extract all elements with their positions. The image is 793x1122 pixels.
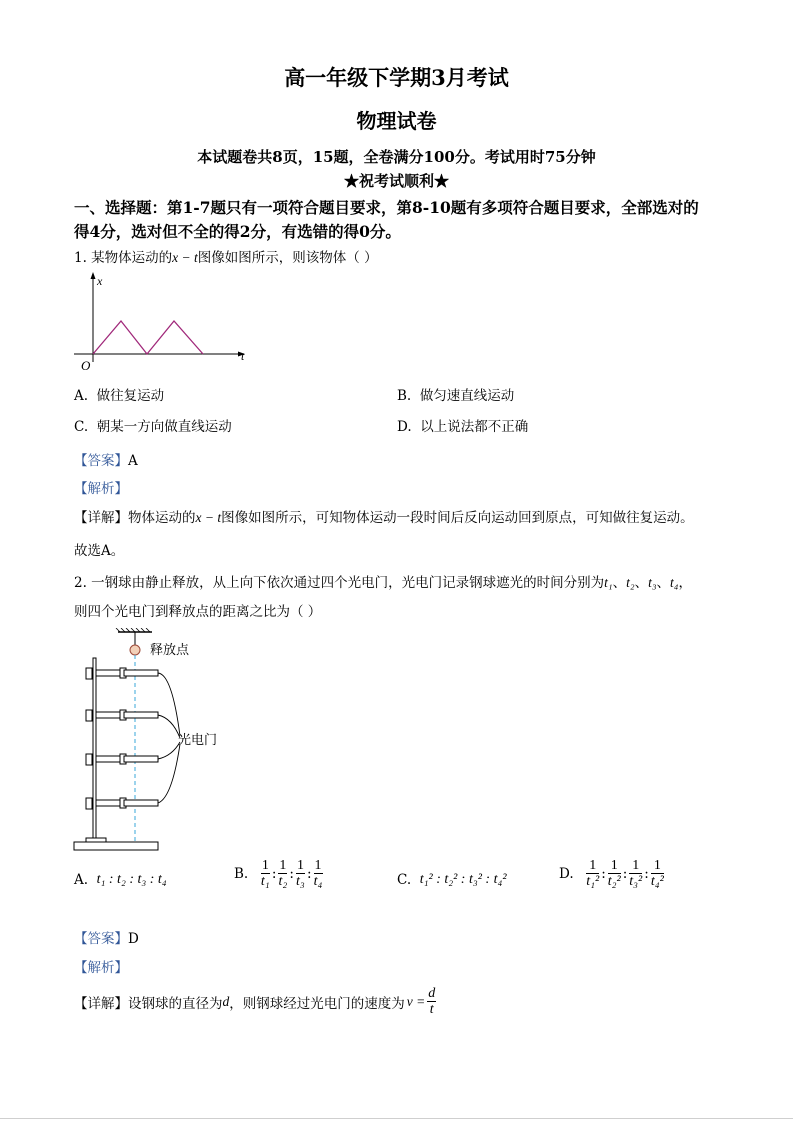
ratio-sep: :	[644, 865, 649, 882]
q2-detail-tag: 【详解】	[74, 995, 128, 1012]
q2-option-d-frac-2: $\frac{1}{\text{t₂²}}$	[607, 858, 621, 889]
blessing: ★祝考试顺利★	[343, 172, 449, 190]
q1-option-b-label: B.	[397, 388, 412, 404]
q1-detail-post: 图像如图所示，可知物体运动一段时间后反向运动回到原点，可知做往复运动。	[221, 510, 694, 526]
q1-analysis-tag: 【解析】	[74, 481, 128, 497]
section-heading-line1: 一、选择题：第1-7题只有一项符合题目要求，第8-10题有多项符合题目要求，全部选对的	[74, 198, 699, 217]
section-heading-line2: 得4分，选对但不全的得2分，有选错的得0分。	[74, 222, 401, 241]
q2-option-d-label: D.	[559, 865, 574, 882]
q2-option-a-expr: t₁ : t₂ : t₃ : t₄	[96, 872, 167, 887]
photogate-2	[86, 710, 158, 721]
q1-option-a-label: A.	[74, 388, 89, 404]
q1-graph-line	[93, 321, 203, 354]
ratio-sep: :	[289, 865, 294, 882]
q1-option-d-text: 以上说法都不正确	[420, 419, 529, 435]
q1-option-b	[397, 384, 514, 404]
photogate-label: 光电门	[178, 732, 218, 747]
q1-detail-pre: 物体运动的	[128, 510, 196, 526]
q1-y-arrow-icon	[91, 272, 96, 279]
q2-option-d	[559, 858, 664, 889]
q2-time-4: t₄	[670, 575, 679, 590]
q1-detail	[74, 506, 694, 526]
q1-option-c-text: 朝某一方向做直线运动	[96, 419, 232, 435]
q1-option-c	[74, 415, 232, 435]
page-bottom-rule	[0, 1118, 793, 1119]
q1-detail-math: x − t	[195, 510, 222, 525]
q2-detail-pre: 设钢球的直径为	[128, 995, 223, 1012]
q2-option-b-frac-4: $\frac{1}{\text{t₄}}$	[313, 858, 323, 889]
ratio-sep: :	[306, 865, 312, 882]
q1-x-label: t	[241, 349, 245, 363]
exam-subtitle: 物理试卷	[356, 109, 437, 133]
q1-option-c-label: C.	[74, 419, 89, 435]
q2-answer-tag: 【答案】	[74, 931, 128, 947]
stand-base	[74, 842, 158, 850]
release-point-label: 释放点	[150, 642, 190, 657]
q1-answer-tag: 【答案】	[74, 453, 128, 469]
stand-base-foot	[86, 838, 106, 842]
q2-stem-sep-2: 、	[634, 575, 649, 591]
q2-option-b	[234, 858, 323, 889]
q2-answer	[74, 927, 139, 947]
q2-stem-sep-1: 、	[612, 575, 627, 591]
q2-option-d-frac-4: $\frac{1}{\text{t₄²}}$	[650, 858, 664, 889]
exam-title: 高一年级下学期3月考试	[284, 65, 509, 90]
q2-stem-sep-3: 、	[656, 575, 671, 591]
q1-stem-pre: 1. 某物体运动的	[74, 250, 173, 266]
q2-stem-line2: 则四个光电门到释放点的距离之比为（ ）	[74, 604, 322, 620]
q2-stem-pre: 2. 一钢球由静止释放，从上向下依次通过四个光电门，光电门记录钢球遮光的时间分别为	[74, 575, 605, 591]
q2-time-1: t₁	[604, 575, 613, 590]
q2-detail-frac: $\frac{d}{t}$	[428, 986, 436, 1017]
q2-option-b-frac-1: $\frac{1}{\text{t₁}}$	[260, 858, 270, 889]
ratio-sep: :	[601, 865, 606, 882]
q2-apparatus-figure	[72, 628, 232, 858]
gate-leader-lines	[158, 673, 180, 803]
photogate-3	[86, 754, 158, 765]
q2-detail-v: v =	[406, 993, 426, 1009]
q1-option-d	[397, 415, 528, 435]
steel-ball	[130, 645, 140, 655]
q2-option-c-label: C.	[397, 872, 412, 888]
q1-option-a-text: 做往复运动	[96, 388, 165, 404]
q1-conclusion: 故选A。	[74, 543, 125, 559]
q2-detail	[74, 986, 436, 1017]
q2-option-b-label: B.	[234, 865, 249, 882]
q1-stem-post: 图像如图所示，则该物体（ ）	[197, 250, 378, 266]
ratio-sep: :	[271, 865, 277, 882]
q2-option-d-frac-3: $\frac{1}{\text{t₃²}}$	[629, 858, 643, 889]
q2-option-a-label: A.	[74, 872, 89, 888]
photogate-1	[86, 668, 158, 679]
q2-option-c-expr: t₁² : t₂² : t₃² : t₄²	[419, 872, 507, 887]
q1-y-label: x	[97, 274, 103, 288]
photogate-4	[86, 798, 158, 809]
q1-option-a	[74, 384, 164, 404]
q1-detail-tag: 【详解】	[74, 510, 128, 526]
q2-option-b-frac-2: $\frac{1}{\text{t₂}}$	[278, 858, 288, 889]
q2-stem-line1	[74, 571, 692, 591]
q2-answer-value: D	[128, 931, 139, 947]
q1-origin-label: O	[81, 358, 91, 373]
q2-time-3: t₃	[648, 575, 657, 590]
q1-stem	[74, 246, 378, 266]
q1-option-d-label: D.	[397, 419, 412, 435]
q1-answer-value: A	[128, 453, 138, 469]
q2-time-2: t₂	[626, 575, 635, 590]
exam-info: 本试题卷共8页，15题，全卷满分100分。考试用时75分钟	[197, 148, 596, 166]
q2-detail-d: d	[222, 993, 230, 1009]
q2-detail-mid: ，则钢球经过光电门的速度为	[229, 995, 405, 1012]
q1-answer	[74, 449, 138, 469]
q2-option-c	[397, 872, 507, 888]
q1-option-b-text: 做匀速直线运动	[419, 388, 515, 404]
q2-option-d-frac-1: $\frac{1}{\text{t₁²}}$	[586, 858, 600, 889]
q2-option-a	[74, 872, 167, 888]
q2-analysis-tag: 【解析】	[74, 960, 128, 976]
q1-xt-graph	[68, 270, 253, 378]
q2-option-b-frac-3: $\frac{1}{\text{t₃}}$	[296, 858, 305, 889]
q2-stem-end: ，	[678, 575, 692, 591]
stand-pole	[93, 658, 96, 848]
ratio-sep: :	[622, 865, 628, 882]
q1-stem-math: x − t	[172, 250, 198, 265]
